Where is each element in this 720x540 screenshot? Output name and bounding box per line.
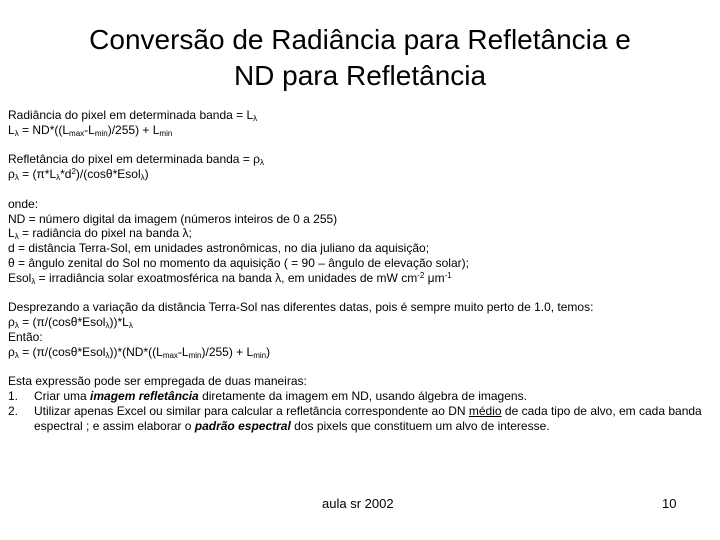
simplified-formula: $\rho_\lambda$ = $(\pi/(\cos\theta*Esol_\lambda))*L_\lambda$ (8, 315, 133, 331)
definition-distance: d = distância Terra-Sol, em unidades astronômicas, no dia juliano da aquisição; (8, 241, 430, 256)
reflectance-formula: $\rho_\lambda$ = $(\pi*L_\lambda*d^2)/(\cos\theta*Esol_\lambda)$ (8, 167, 149, 183)
definition-esol: Esol$_\lambda$ = irradiância solar exoatmosférica na banda λ, em unidades de mW $cm^{-2}$ $\mu m^{-1}$ (8, 270, 452, 286)
title-line-1: Conversão de Radiância para Refletância e (89, 24, 631, 55)
usage-item-1: 1. Criar uma imagem refletância diretamente da imagem em ND, usando álgebra de imagens. (8, 389, 527, 404)
then-label: Então: (8, 329, 43, 344)
usage-intro: Esta expressão pode ser empregada de duas maneiras: (8, 374, 307, 389)
definition-nd: ND = número digital da imagem (números inteiros de 0 a 255) (8, 211, 338, 226)
simplification-text: Desprezando a variação da distância Terra-Sol nas diferentes datas, pois é sempre muito perto de 1.0, temos: (8, 300, 594, 315)
slide-title (0, 22, 720, 94)
slide-body (8, 108, 716, 434)
definition-zenith-angle: θ = ângulo zenital do Sol no momento da aquisição ( = 90 – ângulo de elevação solar); (8, 255, 469, 270)
usage-item-2: 2. Utilizar apenas Excel ou similar para calcular a refletância correspondente ao DN médio de cada tipo de alvo, em cada banda espectral ; e assim elaborar o padrão espectral dos pixels que constituem um alvo de interesse. (8, 403, 702, 433)
title-line-2: ND para Refletância (233, 60, 487, 91)
page-number: 10 (662, 496, 677, 511)
final-formula: $\rho_\lambda$ = $(\pi/(\cos\theta*Esol_\lambda))*(ND*((L_{max}-L_{min})/255) + L_{min})$ (8, 344, 271, 360)
usage-list (8, 389, 716, 433)
definition-radiance: $L_\lambda$ = radiância do pixel na banda λ; (8, 226, 192, 242)
footer-course-label: aula sr 2002 (322, 496, 394, 511)
definitions-heading: onde: (8, 196, 39, 211)
radiance-formula: $L_\lambda = ND*((L_{max}-L_{min})/255) + L_{min}$ (8, 122, 173, 138)
reflectance-definition: Refletância do pixel em determinada banda = $\rho_\lambda$ (8, 152, 264, 168)
radiance-definition: Radiância do pixel em determinada banda = $L_\lambda$ (8, 108, 258, 123)
